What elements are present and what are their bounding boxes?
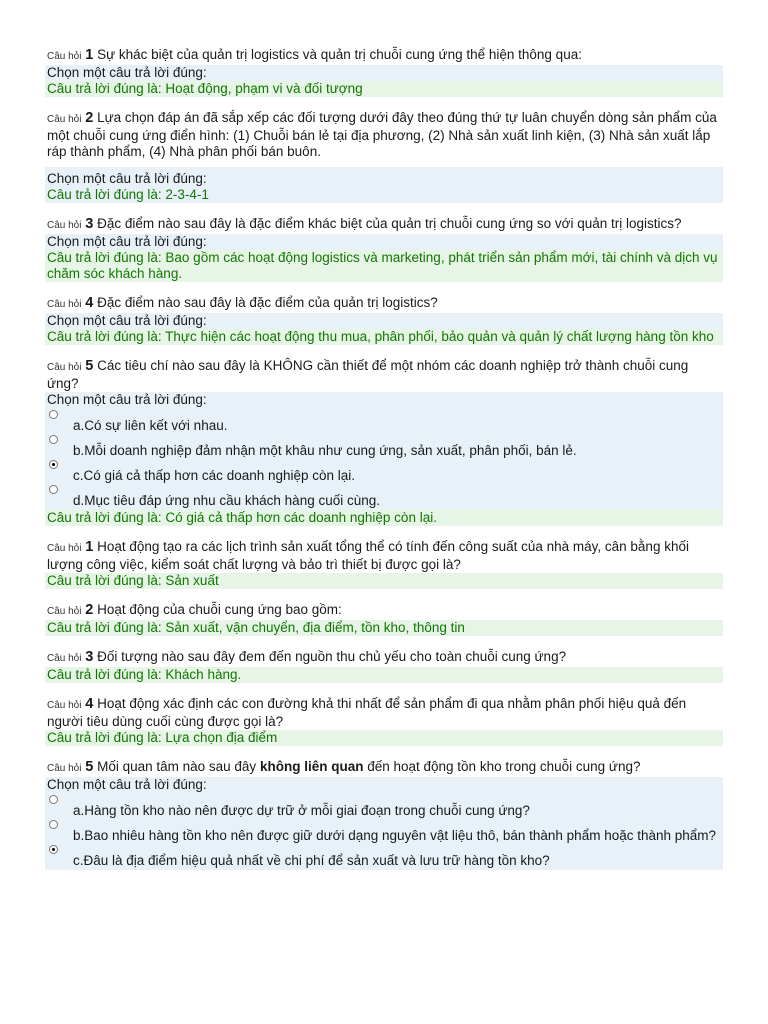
correct-answer: Câu trả lời đúng là: Bao gồm các hoạt động logistics và marketing, phát triển sản phẩm mới, tài chính và dịch vụ chăm sóc khách hàng.	[45, 250, 723, 282]
question-body: Lựa chọn đáp án đã sắp xếp các đối tượng dưới đây theo đúng thứ tự luân chuyển dòng sản phẩm của một chuỗi cung ứng điển hình: (1) Chuỗi bán lẻ tại địa phương, (2) Nhà sản xuất linh kiện, (3) Nhà sản xuất lắp ráp thành phẩm, (4) Nhà phân phối bán buôn.	[47, 110, 717, 159]
radio-icon[interactable]	[49, 795, 58, 804]
question-number: 3	[85, 649, 94, 665]
question-label: Câu hỏi	[47, 606, 82, 617]
radio-selected-icon[interactable]	[49, 845, 58, 854]
correct-answer: Câu trả lời đúng là: Hoạt động, phạm vi và đối tượng	[45, 81, 723, 97]
correct-answer: Câu trả lời đúng là: Sản xuất, vận chuyển, địa điểm, tồn kho, thông tin	[45, 620, 723, 636]
question-text	[45, 216, 723, 234]
question-text	[45, 602, 723, 620]
question-number: 4	[85, 696, 94, 712]
question-label: Câu hỏi	[47, 299, 82, 310]
choose-prompt: Chọn một câu trả lời đúng:	[45, 777, 723, 793]
question-label: Câu hỏi	[47, 51, 82, 62]
question-label: Câu hỏi	[47, 653, 82, 664]
question-body: Hoạt động của chuỗi cung ứng bao gồm:	[97, 602, 342, 617]
question-number: 5	[85, 759, 94, 775]
correct-answer: Câu trả lời đúng là: Thực hiện các hoạt động thu mua, phân phối, bảo quản và quản lý chất lượng hàng tồn kho	[45, 329, 723, 345]
option-c[interactable]	[47, 845, 721, 870]
question-body: Đối tượng nào sau đây đem đến nguồn thu chủ yếu cho toàn chuỗi cung ứng?	[97, 649, 567, 664]
question-text	[45, 110, 723, 160]
question-text	[45, 649, 723, 667]
question-body: Mối quan tâm nào sau đây	[97, 759, 257, 774]
question-number: 2	[85, 602, 94, 618]
radio-icon[interactable]	[49, 410, 58, 419]
option-label: c.Đâu là địa điểm hiệu quả nhất về chi phí để sản xuất và lưu trữ hàng tồn kho?	[73, 853, 550, 868]
question-text	[45, 759, 723, 777]
correct-answer: Câu trả lời đúng là: Khách hàng.	[45, 667, 723, 683]
choose-prompt: Chọn một câu trả lời đúng:	[45, 65, 723, 81]
option-a[interactable]	[47, 795, 721, 820]
question-block	[45, 216, 723, 282]
option-d[interactable]	[47, 485, 721, 510]
choose-prompt: Chọn một câu trả lời đúng:	[45, 167, 723, 187]
question-text	[45, 539, 723, 573]
question-body: Hoạt động xác định các con đường khả thi nhất để sản phẩm đi qua nhằm phân phối hiệu quả đến người tiêu dùng cuối cùng được gọi là?	[47, 696, 687, 729]
question-body: Đặc điểm nào sau đây là đặc điểm của quản trị logistics?	[97, 295, 438, 310]
radio-selected-icon[interactable]	[49, 460, 58, 469]
question-block	[45, 696, 723, 746]
option-label: a.Có sự liên kết với nhau.	[73, 418, 228, 433]
question-body: Đặc điểm nào sau đây là đặc điểm khác biệt của quản trị chuỗi cung ứng so với quản trị logistics?	[97, 216, 682, 231]
question-number: 1	[85, 47, 94, 63]
radio-icon[interactable]	[49, 485, 58, 494]
question-block	[45, 602, 723, 636]
question-label: Câu hỏi	[47, 114, 82, 125]
question-body-end: đến hoạt động tồn kho trong chuỗi cung ứng?	[367, 759, 641, 774]
question-number: 2	[85, 110, 94, 126]
question-text	[45, 696, 723, 730]
correct-answer: Câu trả lời đúng là: Lựa chọn địa điểm	[45, 730, 723, 746]
question-label: Câu hỏi	[47, 362, 82, 373]
choose-prompt: Chọn một câu trả lời đúng:	[45, 392, 723, 408]
option-label: b.Bao nhiêu hàng tồn kho nên được giữ dưới dạng nguyên vật liệu thô, bán thành phẩm hoặc thành phẩm?	[73, 828, 717, 843]
question-block	[45, 358, 723, 526]
option-label: a.Hàng tồn kho nào nên được dự trữ ở mỗi giai đoạn trong chuỗi cung ứng?	[73, 803, 530, 818]
question-block	[45, 759, 723, 870]
question-label: Câu hỏi	[47, 220, 82, 231]
question-label: Câu hỏi	[47, 700, 82, 711]
question-block	[45, 47, 723, 97]
options-list	[45, 793, 723, 870]
correct-answer: Câu trả lời đúng là: 2-3-4-1	[45, 187, 723, 203]
choose-prompt: Chọn một câu trả lời đúng:	[45, 234, 723, 250]
option-c[interactable]	[47, 460, 721, 485]
question-text	[45, 295, 723, 313]
question-body: Các tiêu chí nào sau đây là KHÔNG cần thiết để một nhóm các doanh nghiệp trở thành chuỗi cung ứng?	[47, 358, 689, 391]
question-label: Câu hỏi	[47, 543, 82, 554]
option-a[interactable]	[47, 410, 721, 435]
correct-answer: Câu trả lời đúng là: Sản xuất	[45, 573, 723, 589]
question-text	[45, 358, 723, 392]
radio-icon[interactable]	[49, 820, 58, 829]
radio-icon[interactable]	[49, 435, 58, 444]
question-block	[45, 295, 723, 345]
question-body: Hoạt động tạo ra các lịch trình sản xuất tổng thể có tính đến công suất của nhà máy, cân bằng khối lượng công việc, kiểm soát chất lượng và bảo trì thiết bị được gọi là?	[47, 539, 689, 572]
correct-answer: Câu trả lời đúng là: Có giá cả thấp hơn các doanh nghiệp còn lại.	[45, 510, 723, 526]
option-label: c.Có giá cả thấp hơn các doanh nghiệp còn lại.	[73, 468, 356, 483]
question-block	[45, 539, 723, 589]
question-body: Sự khác biệt của quản trị logistics và quản trị chuỗi cung ứng thể hiện thông qua:	[97, 47, 582, 62]
question-text	[45, 47, 723, 65]
question-block	[45, 110, 723, 203]
options-list	[45, 408, 723, 510]
option-b[interactable]	[47, 435, 721, 460]
question-emphasis: không liên quan	[259, 759, 364, 774]
option-label: b.Mỗi doanh nghiệp đảm nhận một khâu như cung ứng, sản xuất, phân phối, bán lẻ.	[73, 443, 577, 458]
question-number: 5	[85, 358, 94, 374]
question-block	[45, 649, 723, 683]
question-number: 3	[85, 216, 94, 232]
option-b[interactable]	[47, 820, 721, 845]
question-number: 1	[85, 539, 94, 555]
quiz-review	[45, 47, 723, 883]
question-number: 4	[85, 295, 94, 311]
question-label: Câu hỏi	[47, 763, 82, 774]
option-label: d.Mục tiêu đáp ứng nhu cầu khách hàng cuối cùng.	[73, 493, 380, 508]
choose-prompt: Chọn một câu trả lời đúng:	[45, 313, 723, 329]
